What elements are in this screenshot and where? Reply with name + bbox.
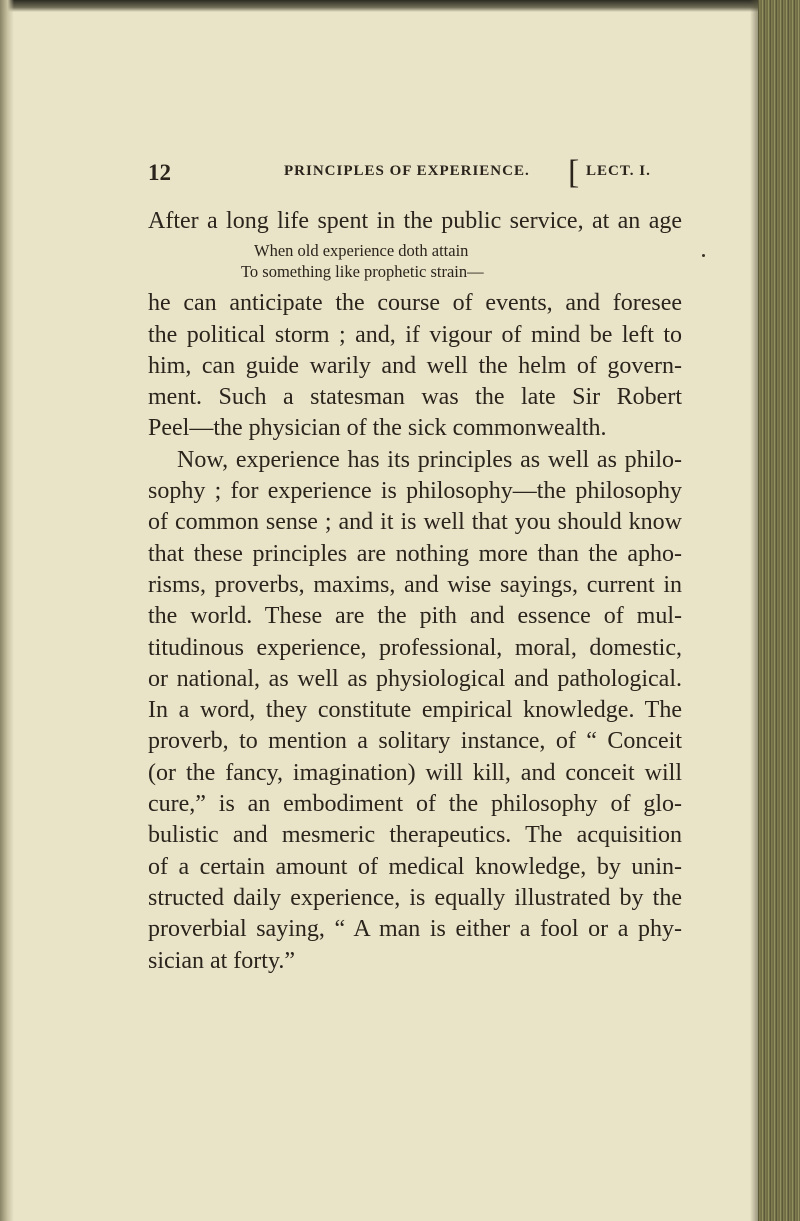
text-line: him, can guide warily and well the helm of govern- [148, 352, 682, 379]
text-line: of common sense ; and it is well that you should know [148, 509, 682, 536]
text-line: proverb, to mention a solitary instance, of “ Conceit [148, 728, 682, 755]
text-line: sician at forty.” [148, 947, 296, 974]
text-line: Now, experience has its principles as well as philo- [177, 446, 682, 473]
page-number: 12 [148, 160, 171, 185]
scan-left-edge [0, 0, 14, 1221]
verse-line: When old experience doth attain [254, 241, 469, 261]
verse-quotation [148, 237, 682, 288]
verse-line: To something like prophetic strain— [241, 262, 484, 282]
text-line: proverbial saying, “ A man is either a fool or a phy- [148, 916, 682, 943]
text-line: sophy ; for experience is philosophy—the philosophy [148, 478, 682, 505]
page-stack-shadow [750, 0, 758, 1221]
text-line: ment. Such a statesman was the late Sir Robert [148, 384, 682, 411]
running-title: PRINCIPLES OF EXPERIENCE. [284, 163, 530, 179]
text-line: bulistic and mesmeric therapeutics. The acquisition [148, 822, 682, 849]
text-line: of a certain amount of medical knowledge, by unin- [148, 853, 682, 880]
text-line: Peel—the physician of the sick commonwealth. [148, 415, 607, 442]
text-line: the world. These are the pith and essence of mul- [148, 603, 682, 630]
text-line: that these principles are nothing more than the apho- [148, 540, 682, 567]
lecture-bracket: [ [568, 154, 580, 191]
text-line: or national, as well as physiological and pathological. [148, 665, 682, 692]
text-line: cure,” is an embodiment of the philosophy of glo- [148, 791, 682, 818]
scan-top-edge [0, 0, 800, 12]
text-line: titudinous experience, professional, moral, domestic, [148, 634, 682, 661]
text-line: the political storm ; and, if vigour of mind be left to [148, 321, 682, 348]
ink-speck [702, 254, 705, 257]
text-line: he can anticipate the course of events, and foresee [148, 290, 682, 317]
body-text [148, 206, 682, 977]
running-head [148, 154, 682, 191]
text-line: risms, proverbs, maxims, and wise sayings, current in [148, 571, 682, 598]
text-line: After a long life spent in the public service, at an age [148, 208, 682, 234]
text-line: structed daily experience, is equally illustrated by the [148, 884, 682, 911]
lecture-reference: LECT. I. [586, 163, 651, 179]
book-page-stack [758, 0, 800, 1221]
text-line: In a word, they constitute empirical knowledge. The [148, 697, 682, 724]
text-line: (or the fancy, imagination) will kill, and conceit will [148, 759, 682, 786]
